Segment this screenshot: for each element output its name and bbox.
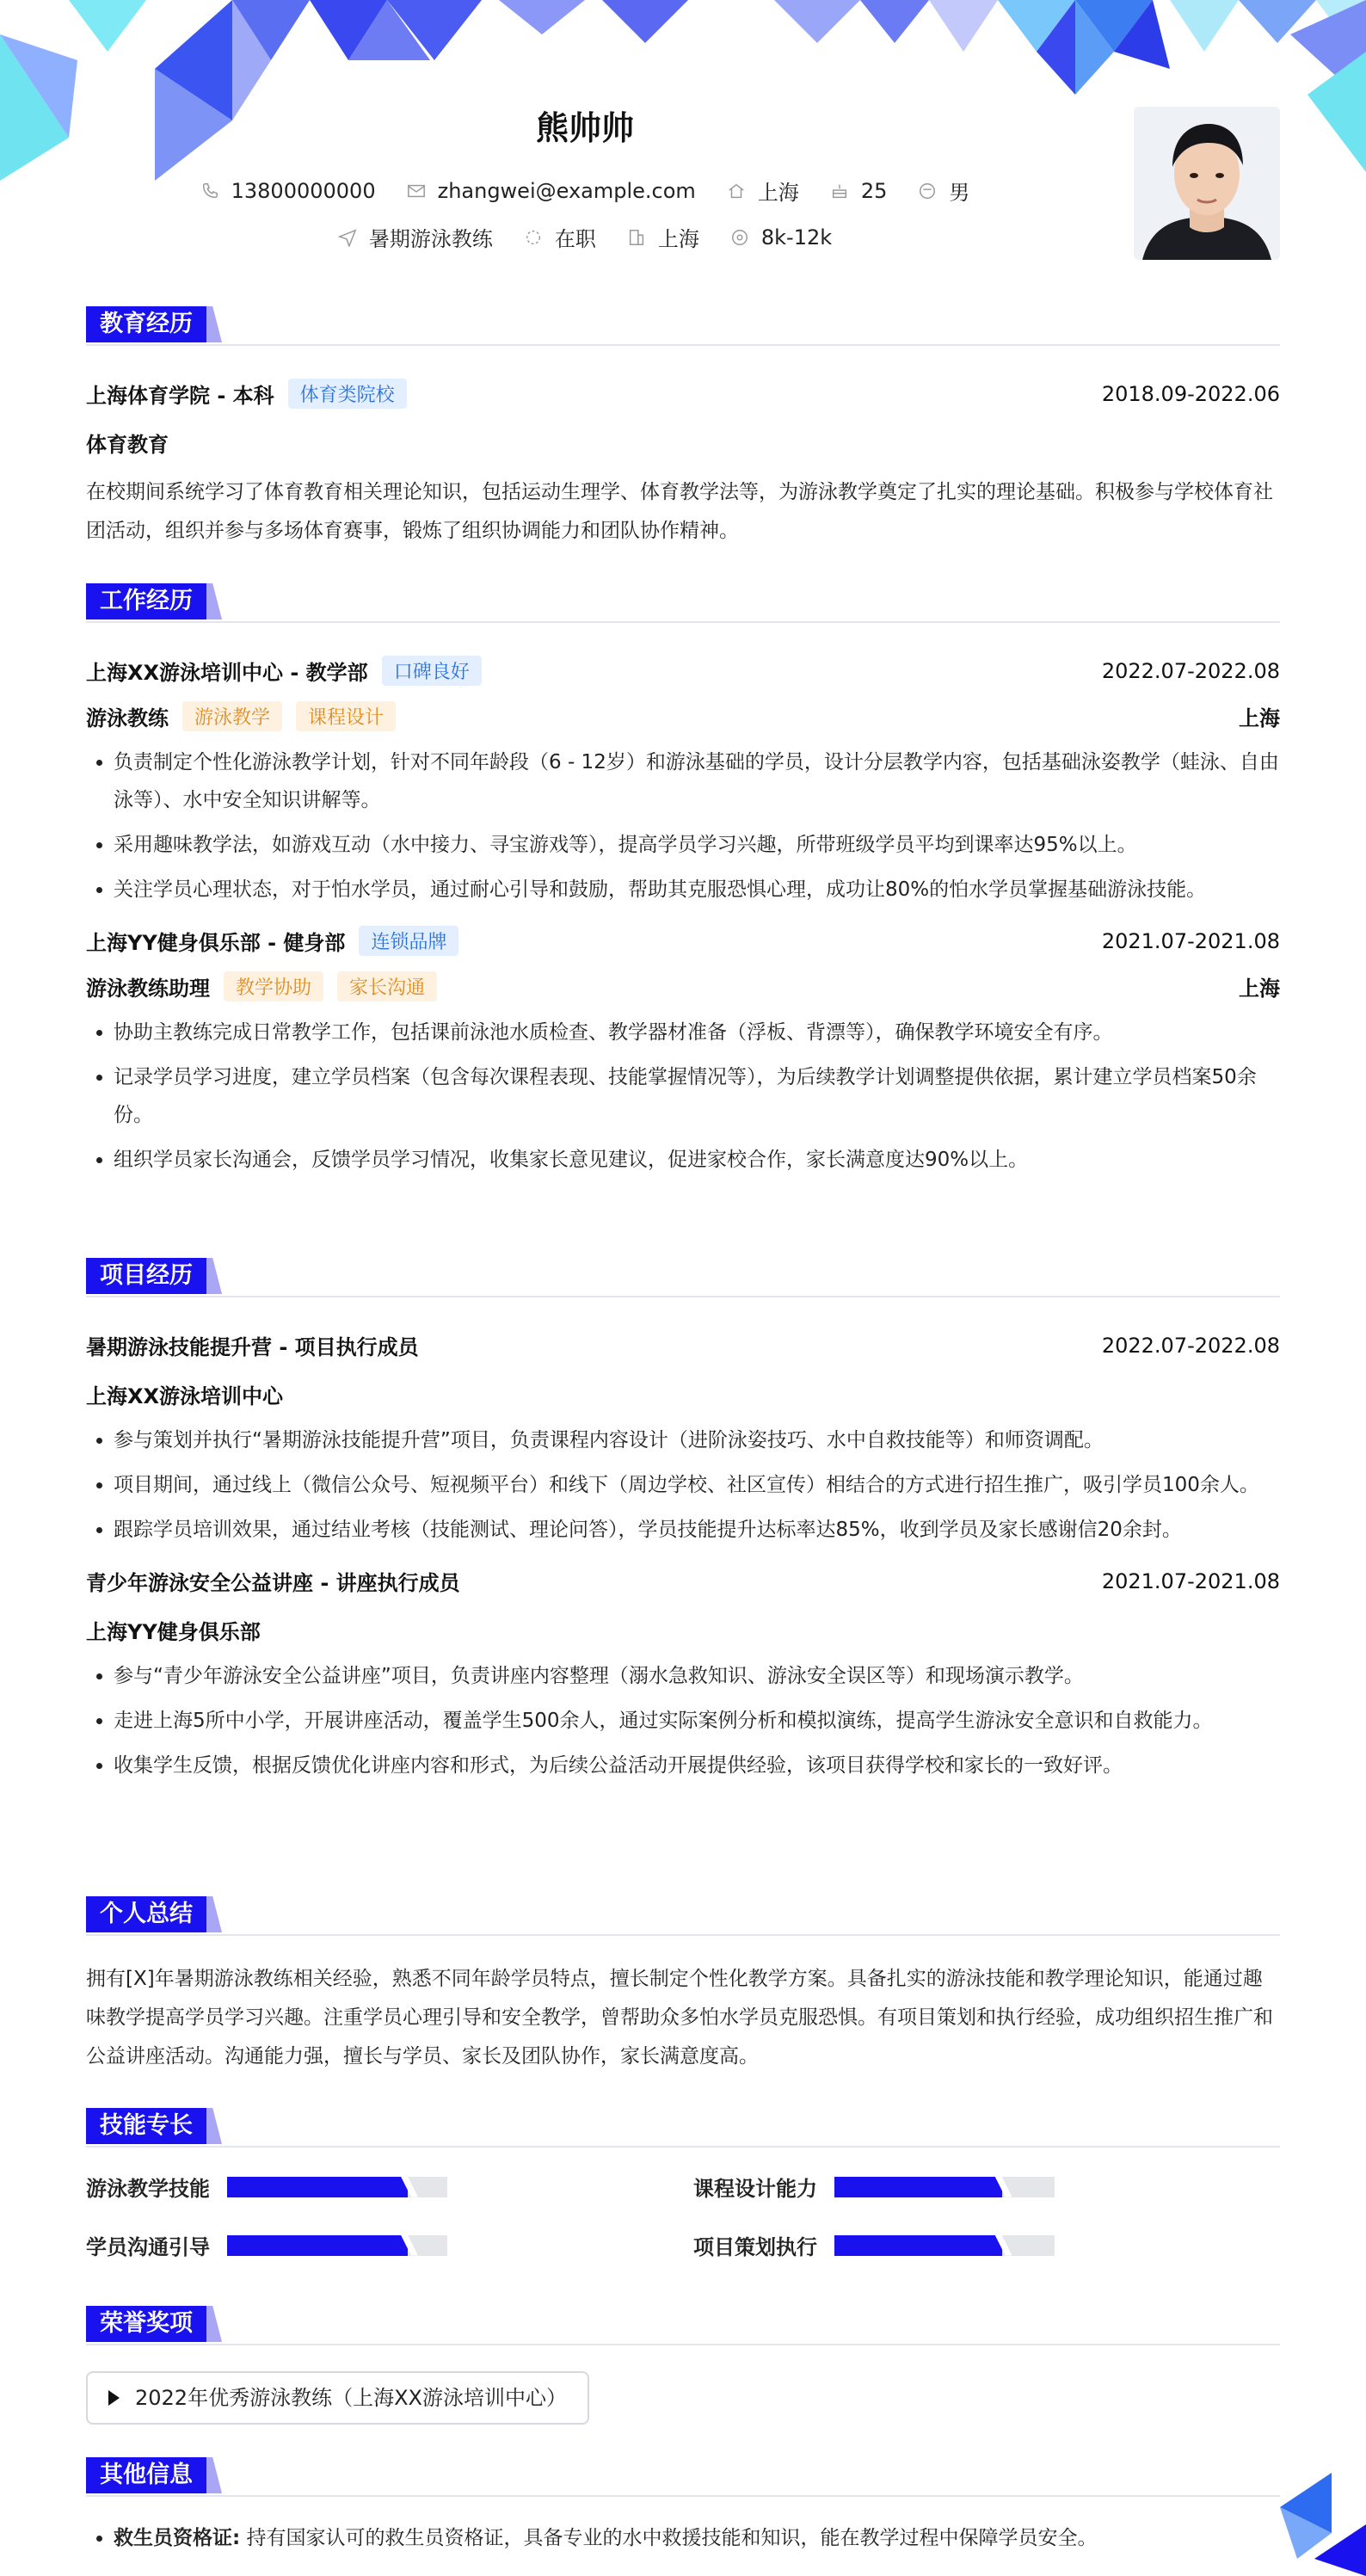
skill-bar <box>227 2177 447 2197</box>
job-bullets <box>86 1014 1280 1179</box>
home-icon <box>727 182 746 200</box>
section-tail <box>206 2306 222 2342</box>
section-tail <box>206 1896 222 1932</box>
skill-fill <box>834 2235 1002 2256</box>
intent-row <box>0 222 1170 252</box>
job-role: 游泳教练 <box>86 706 169 730</box>
awards-header <box>86 2306 1280 2345</box>
job-entry <box>86 926 1280 1179</box>
list-item: • 协助主教练完成日常教学工作，包括课前泳池水质检查、教学器材准备（浮板、背漂等），确保教学环境安全有序。 <box>114 1014 1280 1051</box>
work-city-info <box>627 222 699 252</box>
summary-header <box>86 1896 1280 1936</box>
list-item: • 组织学员家长沟通会，反馈学员学习情况，收集家长意见建议，促进家校合作，家长满意度达90%以上。 <box>114 1141 1280 1179</box>
skill-item <box>693 2230 1055 2260</box>
section-divider <box>86 1934 1280 1936</box>
status-info <box>524 222 596 252</box>
gender-info <box>918 176 969 206</box>
list-item: • 跟踪学员培训效果，通过结业考核（技能测试、理论问答），学员技能提升达标率达85%，收到学员及家长感谢信20余封。 <box>114 1511 1280 1549</box>
skill-bar <box>834 2235 1055 2256</box>
work-header <box>86 583 1280 623</box>
job-intent-text: 暑期游泳教练 <box>368 227 493 251</box>
job-location: 上海 <box>1239 706 1280 730</box>
skill-bar <box>227 2235 447 2256</box>
skills-header <box>86 2108 1280 2148</box>
email-text: zhangwei@example.com <box>437 178 696 203</box>
skill-item <box>86 2172 447 2202</box>
project-name: 青少年游泳安全公益讲座 - 讲座执行成员 <box>86 1571 460 1595</box>
candidate-name: 熊帅帅 <box>535 109 634 147</box>
other-text: 持有国家认可的救生员资格证，具备专业的水中救援技能和知识，能在教学过程中保障学员安全。 <box>246 2527 1098 2549</box>
list-item: • 记录学员学习进度，建立学员档案（包含每次课程表现、技能掌握情况等），为后续教学计划调整提供依据，累计建立学员档案50余份。 <box>114 1058 1280 1134</box>
list-item: • 参与策划并执行“暑期游泳技能提升营”项目，负责课程内容设计（进阶泳姿技巧、水中自救技能等）和师资调配。 <box>114 1421 1280 1459</box>
major: 体育教育 <box>86 433 169 457</box>
section-title: 工作经历 <box>86 583 206 619</box>
section-divider <box>86 344 1280 346</box>
skill-name: 游泳教学技能 <box>86 2177 210 2201</box>
company-name: 上海XX游泳培训中心 - 教学部 <box>86 661 368 685</box>
education-header <box>86 306 1280 346</box>
education-entry <box>86 379 1280 409</box>
contact-row <box>0 176 1170 206</box>
section-title: 技能专长 <box>86 2108 206 2144</box>
section-tail <box>206 1258 222 1294</box>
skill-fill <box>834 2177 1002 2197</box>
send-icon <box>338 228 357 247</box>
status-text: 在职 <box>554 227 596 251</box>
list-item: • 关注学员心理状态，对于怕水学员，通过耐心引导和鼓励，帮助其克服恐惧心理，成功让80%的怕水学员掌握基础游泳技能。 <box>114 871 1280 909</box>
award-text: 2022年优秀游泳教练（上海XX游泳培训中心） <box>135 2386 567 2410</box>
company-name: 上海YY健身俱乐部 - 健身部 <box>86 931 346 955</box>
summary-section <box>86 1896 1280 2076</box>
salary-text: 8k-12k <box>760 225 833 250</box>
role-tag: 游泳教学 <box>182 701 282 731</box>
section-tail <box>206 583 222 619</box>
list-item: • 走进上海5所中小学，开展讲座活动，覆盖学生500余人，通过实际案例分析和模拟演练，提高学生游泳安全意识和自救能力。 <box>114 1702 1280 1740</box>
education-section <box>86 306 1280 551</box>
project-bullets <box>86 1421 1280 1549</box>
project-date: 2022.07-2022.08 <box>1101 1333 1280 1358</box>
age-text: 25 <box>860 178 888 203</box>
other-section <box>86 2457 1280 2564</box>
summary-text: 拥有[X]年暑期游泳教练相关经验，熟悉不同年龄学员特点，擅长制定个性化教学方案。具备扎实的游泳技能和教学理论知识，能通过趣味教学提高学员学习兴趣。注重学员心理引导和安全教学，曾帮助众多怕水学员克服恐惧。有项目策划和执行经验，成功组织招生推广和公益讲座活动。沟通能力强，擅长与学员、家长及团队协作，家长满意度高。 <box>86 1968 1273 2068</box>
school-tag: 体育类院校 <box>288 379 407 409</box>
role-tag: 家长沟通 <box>337 971 437 1001</box>
projects-section <box>86 1258 1280 1791</box>
section-title: 荣誉奖项 <box>86 2306 206 2342</box>
avatar-portrait-icon <box>1134 107 1280 260</box>
list-item: • 采用趣味教学法，如游戏互动（水中接力、寻宝游戏等），提高学员学习兴趣，所带班级学员平均到课率达95%以上。 <box>114 826 1280 864</box>
coin-icon <box>730 228 749 247</box>
project-org: 上海XX游泳培训中心 <box>86 1384 284 1408</box>
project-bullets <box>86 1657 1280 1784</box>
job-bullets <box>86 743 1280 909</box>
job-entry <box>86 656 1280 909</box>
awards-section <box>86 2306 1280 2409</box>
company-tag: 口碑良好 <box>382 656 482 686</box>
phone-info <box>200 179 376 203</box>
role-tag: 课程设计 <box>296 701 396 731</box>
skill-bar <box>834 2177 1055 2197</box>
mail-icon <box>407 182 426 200</box>
award-item <box>86 2371 589 2425</box>
skills-section <box>86 2108 1280 2280</box>
list-item: • 参与“青少年游泳安全公益讲座”项目，负责讲座内容整理（溺水急救知识、游泳安全误区等）和现场演示教学。 <box>114 1657 1280 1695</box>
other-list <box>86 2519 1280 2557</box>
cake-icon <box>830 182 849 200</box>
education-date: 2018.09-2022.06 <box>1101 381 1280 406</box>
gender-text: 男 <box>949 181 970 205</box>
project-date: 2021.07-2021.08 <box>1101 1568 1280 1593</box>
job-intent-info <box>338 222 493 252</box>
skill-fill <box>227 2177 408 2197</box>
list-item: • 负责制定个性化游泳教学计划，针对不同年龄段（6 - 12岁）和游泳基础的学员，设计分层教学内容，包括基础泳姿教学（蛙泳、自由泳等）、水中安全知识讲解等。 <box>114 743 1280 819</box>
job-role: 游泳教练助理 <box>86 977 210 1001</box>
work-city-text: 上海 <box>657 227 699 251</box>
section-title: 其他信息 <box>86 2457 206 2493</box>
project-entry <box>86 1330 1280 1549</box>
section-divider <box>86 2495 1280 2497</box>
section-tail <box>206 306 222 342</box>
skill-name: 项目策划执行 <box>693 2235 817 2259</box>
projects-header <box>86 1258 1280 1297</box>
school-name: 上海体育学院 - 本科 <box>86 384 274 408</box>
section-divider <box>86 621 1280 623</box>
salary-info <box>730 225 832 250</box>
user-icon <box>918 182 937 200</box>
avatar <box>1134 107 1280 260</box>
section-divider <box>86 2344 1280 2345</box>
skill-fill <box>227 2235 408 2256</box>
skill-item <box>693 2172 1055 2202</box>
city-info <box>727 176 799 206</box>
project-entry <box>86 1566 1280 1784</box>
section-divider <box>86 1296 1280 1297</box>
triangle-bullet-icon <box>108 2390 120 2406</box>
skill-name: 学员沟通引导 <box>86 2235 210 2259</box>
other-header <box>86 2457 1280 2497</box>
company-tag: 连锁品牌 <box>359 926 458 956</box>
email-info <box>407 179 696 203</box>
section-divider <box>86 2146 1280 2148</box>
section-title: 项目经历 <box>86 1258 206 1294</box>
age-info <box>830 179 888 203</box>
skill-name: 课程设计能力 <box>693 2177 817 2201</box>
phone-text: 13800000000 <box>231 178 376 203</box>
city-text: 上海 <box>757 181 799 205</box>
list-item <box>114 2519 1280 2557</box>
job-location: 上海 <box>1239 977 1280 1001</box>
section-title: 个人总结 <box>86 1896 206 1932</box>
education-desc: 在校期间系统学习了体育教育相关理论知识，包括运动生理学、体育教学法等，为游泳教学奠定了扎实的理论基础。积极参与学校体育社团活动，组织并参与多场体育赛事，锻炼了组织协调能力和团队协作精神。 <box>86 481 1273 542</box>
building-icon <box>627 228 646 247</box>
job-date: 2022.07-2022.08 <box>1101 658 1280 683</box>
work-section <box>86 583 1280 1186</box>
job-date: 2021.07-2021.08 <box>1101 928 1280 953</box>
project-name: 暑期游泳技能提升营 - 项目执行成员 <box>86 1335 419 1359</box>
status-icon <box>524 228 543 247</box>
section-tail <box>206 2457 222 2493</box>
section-tail <box>206 2108 222 2144</box>
list-item: • 项目期间，通过线上（微信公众号、短视频平台）和线下（周边学校、社区宣传）相结合的方式进行招生推广，吸引学员100余人。 <box>114 1466 1280 1504</box>
project-org: 上海YY健身俱乐部 <box>86 1620 261 1644</box>
section-title: 教育经历 <box>86 306 206 342</box>
role-tag: 教学协助 <box>224 971 323 1001</box>
skill-item <box>86 2230 447 2260</box>
other-label: 救生员资格证: <box>114 2527 241 2549</box>
phone-icon <box>200 182 219 200</box>
list-item: • 收集学生反馈，根据反馈优化讲座内容和形式，为后续公益活动开展提供经验，该项目获得学校和家长的一致好评。 <box>114 1747 1280 1784</box>
